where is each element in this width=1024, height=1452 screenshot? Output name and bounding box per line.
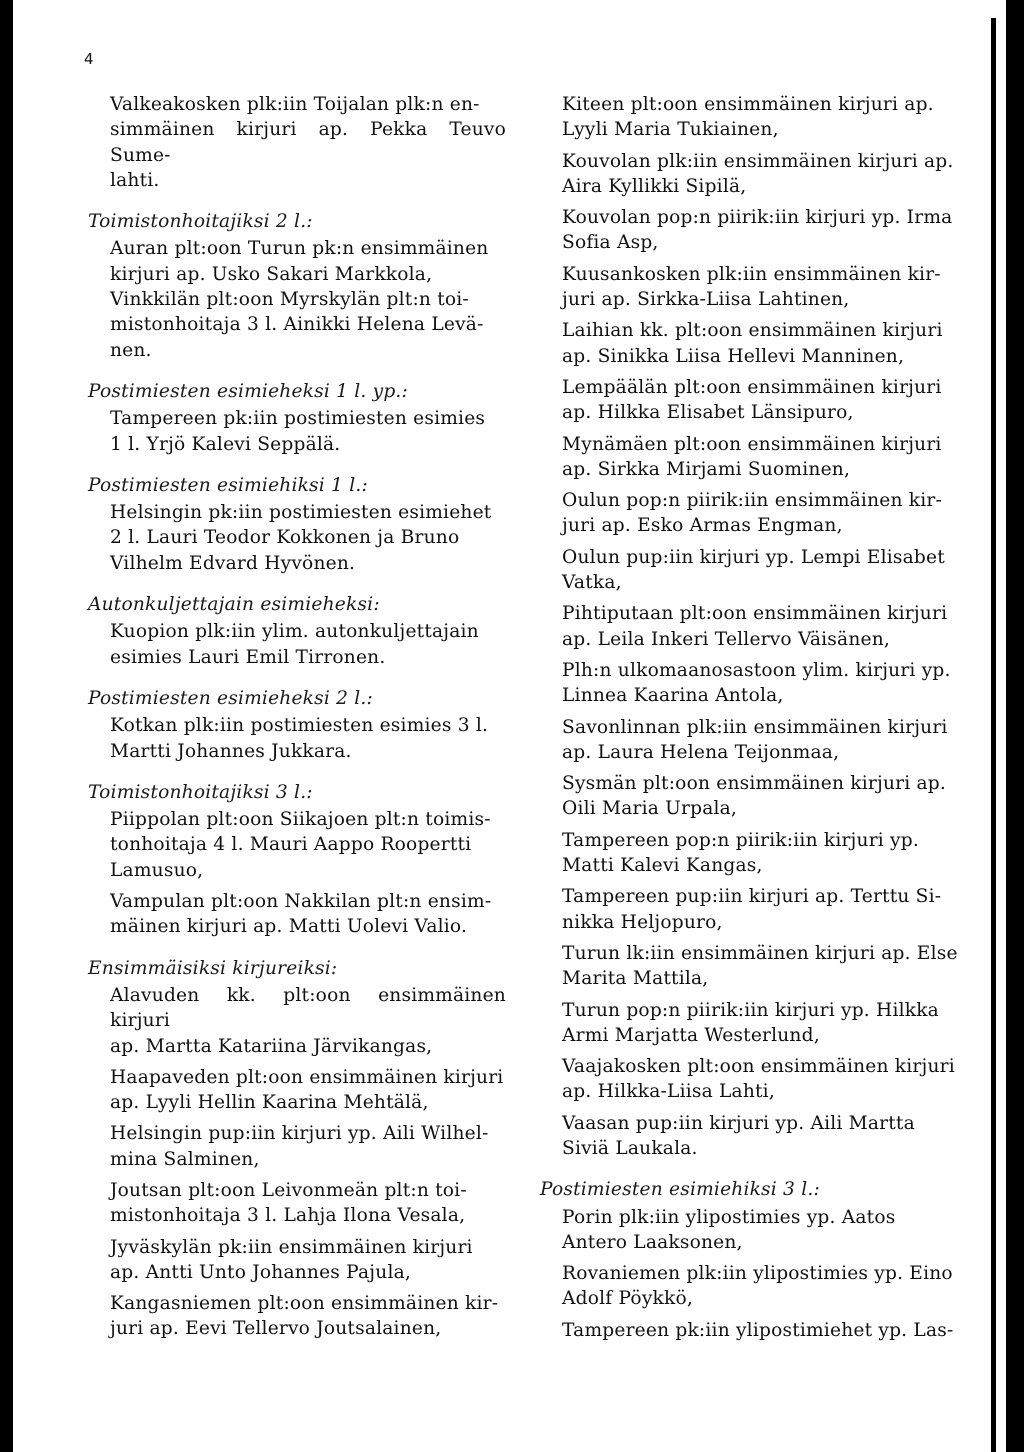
entry: Auran plt:oon Turun pk:n ensimmäinen kirjuri ap. Usko Sakari Markkola, Vinkkilän plt:oon Myrskylän plt:n toi- mistonhoitaja 3 l. Ainikki Helena Levä- nen.	[110, 238, 489, 361]
entry: Valkeakosken plk:iin Toijalan plk:n en- simmäinen kirjuri ap. Pekka Teuvo Sume- lahti.	[110, 94, 506, 191]
entry: Vaajakosken plt:oon ensimmäinen kirjuri ap. Hilkka-Liisa Lahti,	[562, 1056, 955, 1103]
section-heading: Toimistonhoitajiksi 2 l.:	[88, 211, 313, 233]
entry: Joutsan plt:oon Leivonmeän plt:n toi- mistonhoitaja 3 l. Lahja Ilona Vesala,	[110, 1179, 467, 1227]
entry: Plh:n ulkomaanosastoon ylim. kirjuri yp. Linnea Kaarina Antola,	[562, 659, 951, 707]
entry: Porin plk:iin ylipostimies yp. Aatos Antero Laaksonen,	[562, 1206, 896, 1253]
entry: Kuusankosken plk:iin ensimmäinen kir- juri ap. Sirkka-Liisa Lahtinen,	[562, 263, 941, 311]
entry: Savonlinnan plk:iin ensimmäinen kirjuri ap. Laura Helena Teijonmaa,	[562, 716, 948, 763]
entry: Turun lk:iin ensimmäinen kirjuri ap. Else Marita Mattila,	[562, 942, 958, 990]
entry: Kotkan plk:iin postimiesten esimies 3 l. Martti Johannes Jukkara.	[110, 715, 489, 762]
entry: Sysmän plt:oon ensimmäinen kirjuri ap. Oili Maria Urpala,	[562, 773, 946, 820]
entry: Vampulan plt:oon Nakkilan plt:n ensim- mäinen kirjuri ap. Matti Uolevi Valio.	[110, 891, 492, 938]
entry: Tampereen pop:n piirik:iin kirjuri yp. Matti Kalevi Kangas,	[562, 829, 919, 877]
section-heading: Postimiesten esimieheksi 1 l. yp.:	[88, 380, 409, 402]
entry: Kangasniemen plt:oon ensimmäinen kir- juri ap. Eevi Tellervo Joutsalainen,	[110, 1293, 499, 1340]
section-heading: Toimistonhoitajiksi 3 l.:	[88, 781, 313, 803]
section-heading: Ensimmäisiksi kirjureiksi:	[88, 957, 338, 979]
scan-edge-right-inner	[991, 18, 996, 1452]
scan-edge-left	[0, 0, 13, 1452]
entry: Helsingin pup:iin kirjuri yp. Aili Wilhel- mina Salminen,	[110, 1123, 489, 1170]
entry: Haapaveden plt:oon ensimmäinen kirjuri ap. Lyyli Hellin Kaarina Mehtälä,	[110, 1066, 504, 1114]
entry: Alavuden kk. plt:oon ensimmäinen kirjuri ap. Martta Katariina Järvikangas,	[110, 984, 506, 1057]
entry: Vaasan pup:iin kirjuri yp. Aili Martta Siviä Laukala.	[562, 1112, 915, 1159]
entry: Oulun pop:n piirik:iin ensimmäinen kir- juri ap. Esko Armas Engman,	[562, 490, 942, 537]
entry: Tampereen pk:iin postimiesten esimies 1 l. Yrjö Kalevi Seppälä.	[110, 408, 486, 455]
right-column	[540, 92, 960, 1349]
section-heading: Postimiesten esimieheksi 2 l.:	[88, 687, 373, 709]
entry: Pihtiputaan plt:oon ensimmäinen kirjuri ap. Leila Inkeri Tellervo Väisänen,	[562, 603, 948, 650]
entry: Kouvolan pop:n piirik:iin kirjuri yp. Irma Sofia Asp,	[562, 207, 953, 254]
left-column	[88, 92, 506, 1348]
section-heading: Postimiesten esimiehiksi 1 l.:	[88, 474, 368, 496]
entry: Piippolan plt:oon Siikajoen plt:n toimis- tonhoitaja 4 l. Mauri Aappo Roopertti Lamusuo,	[110, 809, 491, 881]
scan-edge-right	[1006, 0, 1024, 1452]
entry: Turun pop:n piirik:iin kirjuri yp. Hilkka Armi Marjatta Westerlund,	[562, 999, 939, 1046]
entry: Oulun pup:iin kirjuri yp. Lempi Elisabet Vatka,	[562, 546, 945, 594]
entry: Laihian kk. plt:oon ensimmäinen kirjuri ap. Sinikka Liisa Hellevi Manninen,	[562, 320, 943, 367]
entry: Helsingin pk:iin postimiesten esimiehet 2 l. Lauri Teodor Kokkonen ja Bruno Vilhelm Edvard Hyvönen.	[110, 502, 492, 574]
entry: Kouvolan plk:iin ensimmäinen kirjuri ap. Aira Kyllikki Sipilä,	[562, 150, 954, 197]
entry: Rovaniemen plk:iin ylipostimies yp. Eino Adolf Pöykkö,	[562, 1263, 953, 1310]
entry: Mynämäen plt:oon ensimmäinen kirjuri ap. Sirkka Mirjami Suominen,	[562, 433, 942, 480]
entry: Kuopion plk:iin ylim. autonkuljettajain esimies Lauri Emil Tirronen.	[110, 621, 479, 668]
entry: Kiteen plt:oon ensimmäinen kirjuri ap. Lyyli Maria Tukiainen,	[562, 94, 934, 141]
entry: Jyväskylän pk:iin ensimmäinen kirjuri ap. Antti Unto Johannes Pajula,	[110, 1236, 473, 1283]
section-heading: Autonkuljettajain esimieheksi:	[88, 594, 380, 616]
page-number: 4	[84, 50, 94, 68]
entry: Lempäälän plt:oon ensimmäinen kirjuri ap. Hilkka Elisabet Länsipuro,	[562, 376, 942, 424]
entry: Tampereen pk:iin ylipostimiehet yp. Las-	[562, 1319, 954, 1341]
entry: Tampereen pup:iin kirjuri ap. Terttu Si- nikka Heljopuro,	[562, 886, 942, 933]
section-heading: Postimiesten esimiehiksi 3 l.:	[540, 1179, 820, 1201]
